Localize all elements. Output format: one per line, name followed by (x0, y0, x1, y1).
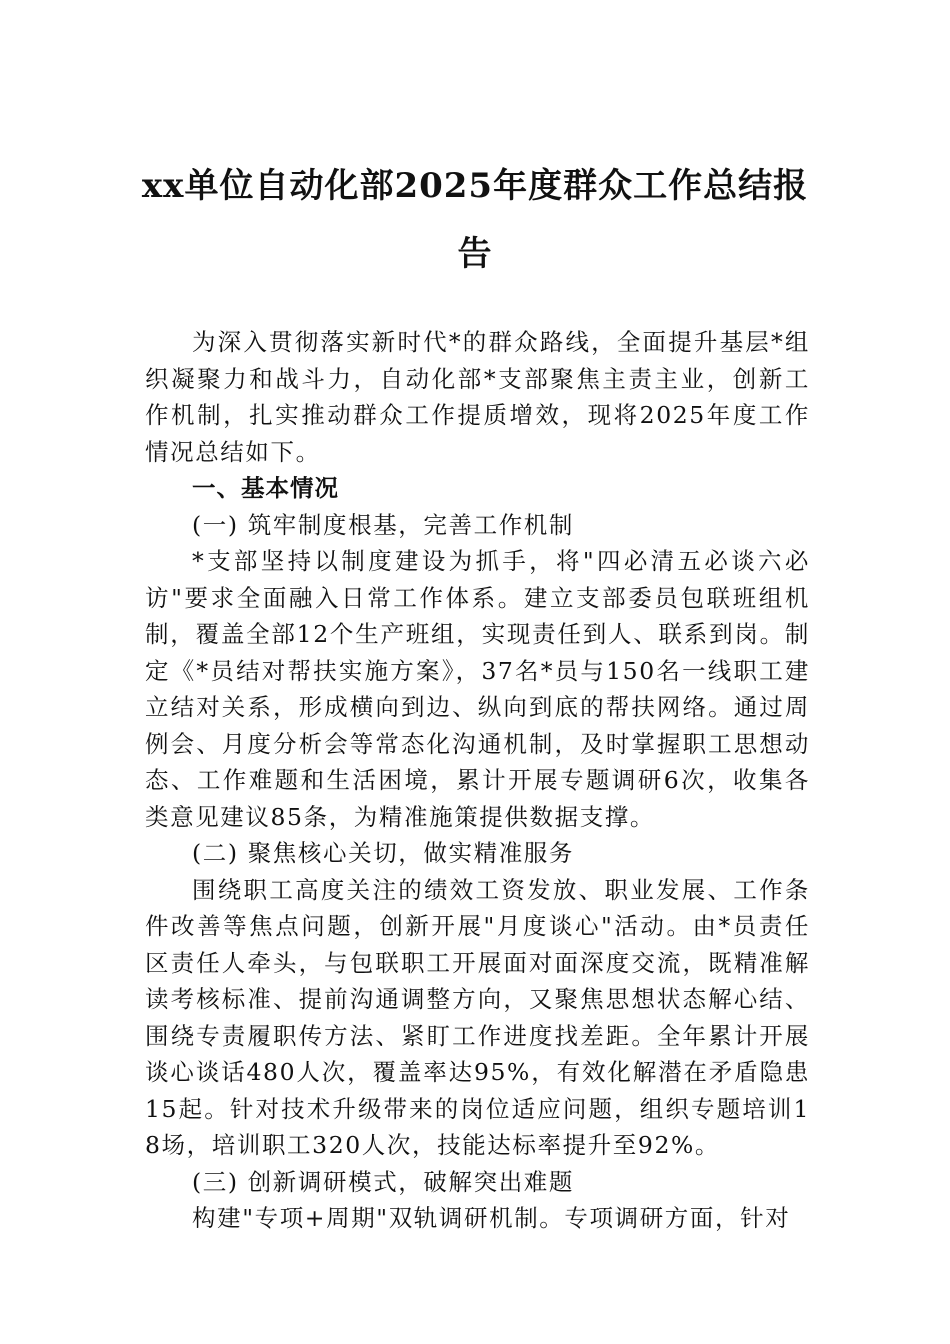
document-body (145, 324, 810, 1237)
document-title-line2: 告 (457, 234, 493, 274)
subsection-3-paragraph: 构建"专项+周期"双轨调研机制。专项调研方面，针对 (192, 1204, 791, 1232)
subsection-heading-3: (三) 创新调研模式，破解突出难题 (192, 1167, 575, 1196)
subsection-2-paragraph: 围绕职工高度关注的绩效工资发放、职业发展、工作条件改善等焦点问题，创新开展"月度谈心"活动。由*员责任区责任人牵头，与包联职工开展面对面深度交流，既精准解读考核标准、提前沟通调整方向，又聚焦思想状态解心结、围绕专责履职传方法、紧盯工作进度找差距。全年累计开展谈心谈话480人次，覆盖率达95%，有效化解潜在矛盾隐患15起。针对技术升级带来的岗位适应问题，组织专题培训18场，培训职工320人次，技能达标率提升至92%。 (145, 875, 810, 1159)
subsection-heading-2: (二) 聚焦核心关切，做实精准服务 (192, 839, 575, 867)
subsection-1-paragraph: *支部坚持以制度建设为抓手，将"四必清五必谈六必访"要求全面融入日常工作体系。建立支部委员包联班组机制，覆盖全部12个生产班组，实现责任到人、联系到岗。制定《*员结对帮扶实施方案》，37名*员与150名一线职工建立结对关系，形成横向到边、纵向到底的帮扶网络。通过周例会、月度分析会等常态化沟通机制，及时掌握职工思想动态、工作难题和生活困境，累计开展专题调研6次，收集各类意见建议85条，为精准施策提供数据支撑。 (145, 547, 810, 831)
document-title-line1: xx单位自动化部2025年度群众工作总结报 (141, 166, 809, 206)
section-heading-basic-situation: 一、基本情况 (192, 474, 339, 502)
intro-paragraph: 为深入贯彻落实新时代*的群众路线，全面提升基层*组织凝聚力和战斗力，自动化部*支部聚焦主责主业，创新工作机制，扎实推动群众工作提质增效，现将2025年度工作情况总结如下。 (145, 328, 810, 466)
subsection-heading-1: (一) 筑牢制度根基，完善工作机制 (192, 510, 575, 539)
